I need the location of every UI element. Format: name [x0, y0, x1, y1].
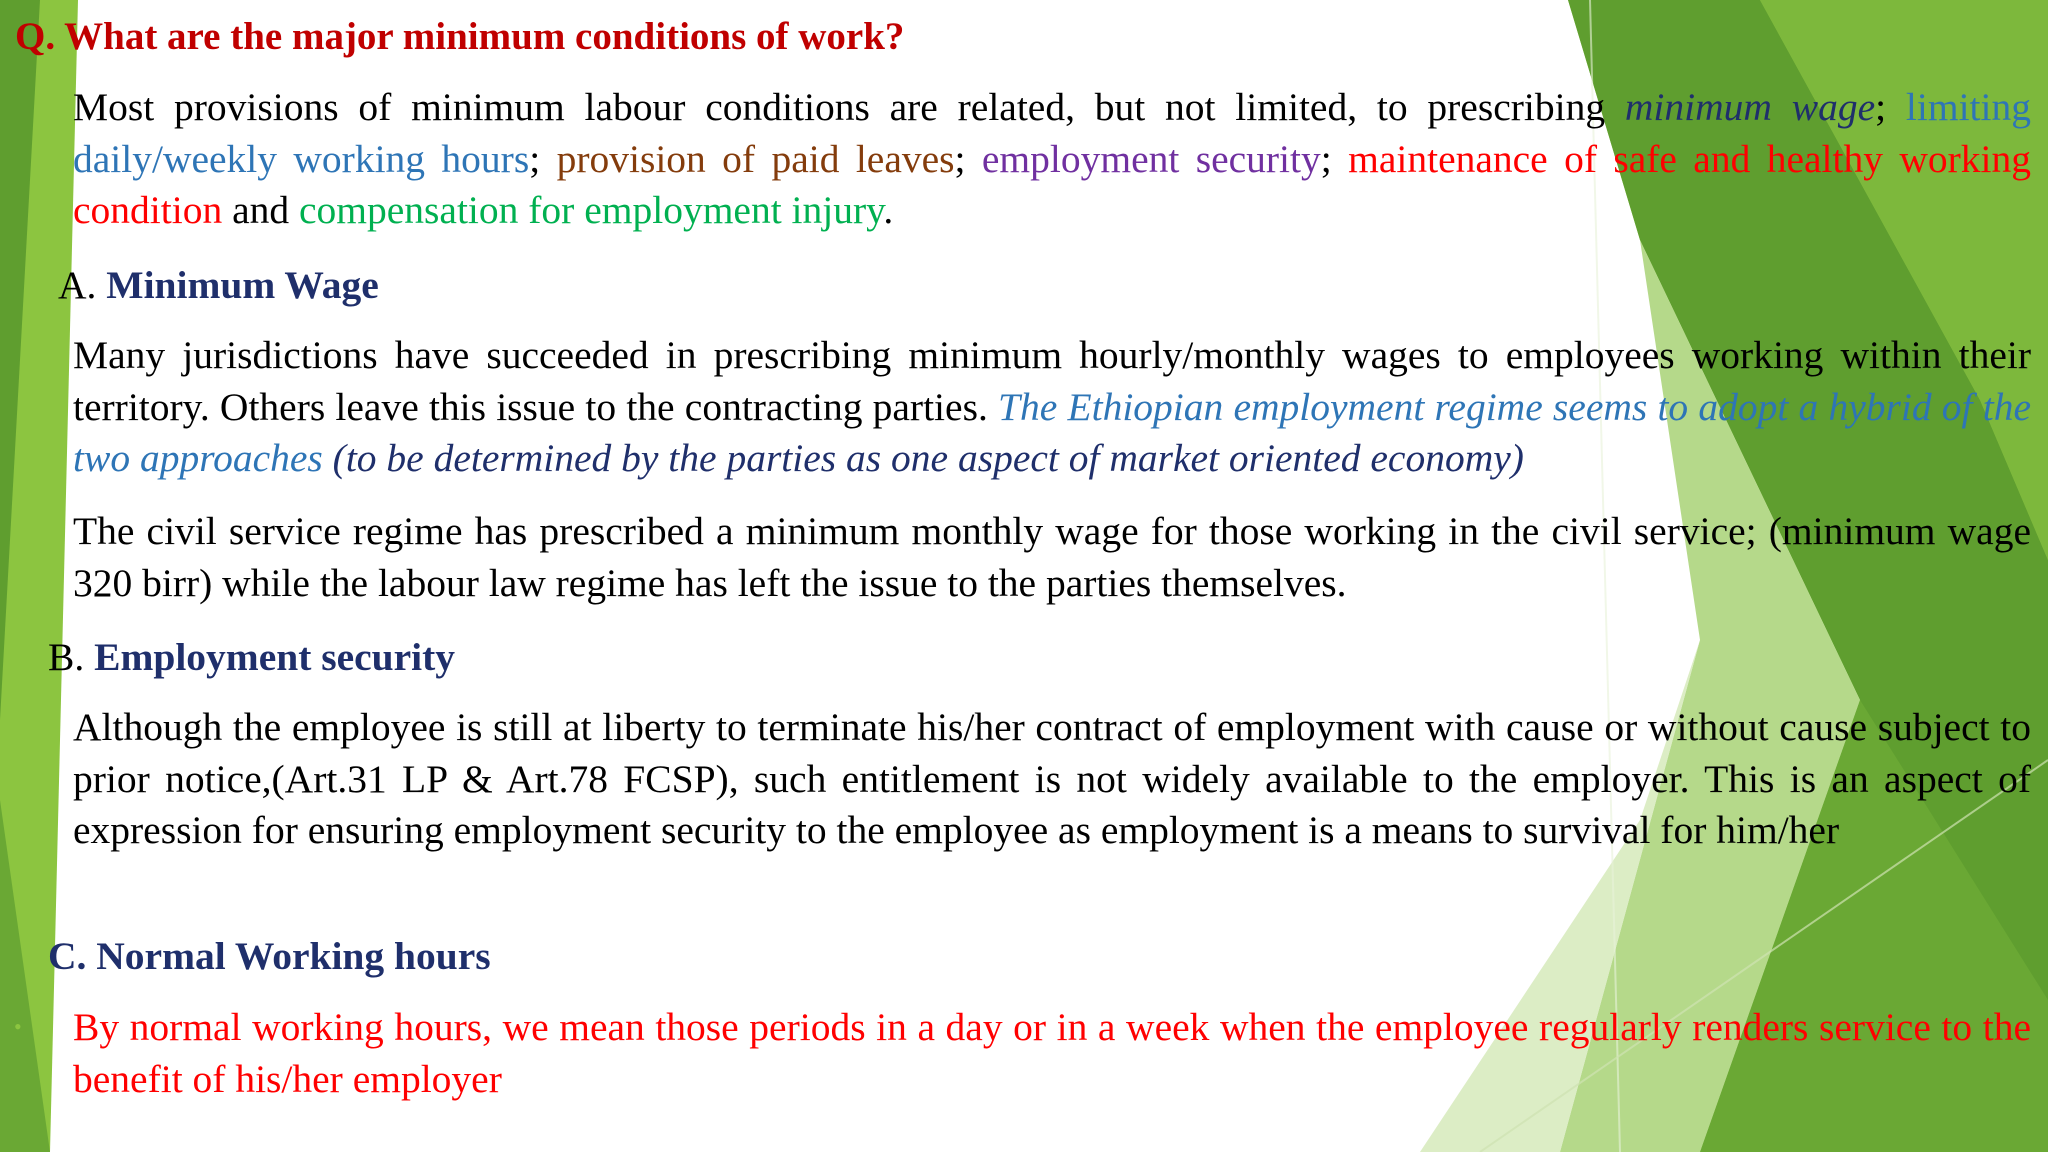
section-a-letter: A.: [58, 263, 107, 307]
working-hours-phrase: limiting daily/weekly working hours: [73, 85, 2031, 181]
section-b-title: Employment security: [94, 635, 456, 679]
section-b-letter: B.: [48, 635, 95, 679]
ethiopian-regime-phrase: The Ethiopian employment regime seems to adopt a hybrid of the two approaches: [73, 384, 2031, 480]
compensation-phrase: compensation for employment injury: [299, 188, 884, 232]
section-b-paragraph: Although the employee is still at liberty to terminate his/her contract of employment with cause or without cause subject to prior notice,(Art.31 LP & Art.78 FCSP), such entitlement is not widely available to the employer. This is an aspect of expression for ensuring employment security to the employee as employment is a means to survival for him/her: [73, 705, 2031, 852]
intro-paragraph: Most provisions of minimum labour conditions are related, but not limited, to prescribing minimum wage; limiting daily/weekly working hours; provision of paid leaves; employment security; maintenance of safe and healthy working condition and compensation for employment injury.: [73, 85, 2032, 232]
paid-leaves-phrase: provision of paid leaves: [556, 136, 955, 181]
bullet-icon: •: [14, 1014, 22, 1039]
section-c-heading: [48, 928, 491, 984]
parties-determined-phrase: (to be determined by the parties as one aspect of market oriented economy): [322, 436, 1524, 480]
section-a-paragraph-2: The civil service regime has prescribed a minimum monthly wage for those working in the civil service; (minimum wage 320 birr) while the labour law regime has left the issue to the parties themselves.: [73, 509, 2031, 605]
section-c-title: C. Normal Working hours: [48, 934, 491, 978]
section-c-paragraph: By normal working hours, we mean those periods in a day or in a week when the employee regularly renders service to the benefit of his/her employer: [73, 1005, 2031, 1101]
section-a-heading: [58, 257, 379, 313]
section-b-heading: [48, 629, 455, 685]
section-a-paragraph-1: Many jurisdictions have succeeded in prescribing minimum hourly/monthly wages to employees working within their territory. Others leave this issue to the contracting parties. The Ethiopian employment regime seems to adopt a hybrid of the two approaches (to be determined by the parties as one aspect of market oriented economy): [73, 333, 2031, 480]
minimum-wage-phrase: minimum wage: [1624, 85, 1876, 129]
employment-security-phrase: employment security: [981, 136, 1321, 181]
question-heading: Q. What are the major minimum conditions of work?: [15, 15, 905, 58]
section-a-title: Minimum Wage: [106, 263, 379, 307]
safe-condition-phrase: maintenance of safe and healthy working condition: [73, 136, 2032, 232]
intro-text: Most provisions of minimum labour conditions are related, but not limited, to prescribing: [73, 85, 1625, 129]
